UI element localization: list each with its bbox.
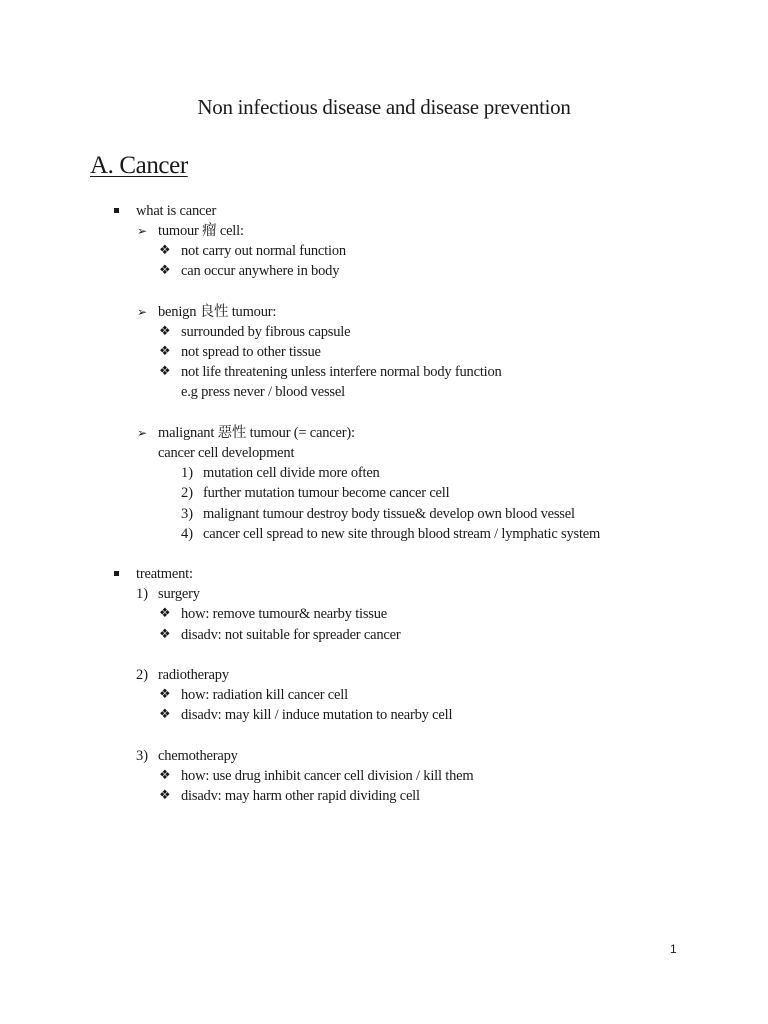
square-bullet-icon — [114, 571, 119, 576]
diamond-bullet-icon: ❖ — [159, 606, 171, 621]
benign-point: surrounded by fibrous capsule — [181, 324, 351, 340]
step-marker: 2) — [181, 485, 194, 501]
document-title: Non infectious disease and disease prevention — [197, 95, 571, 119]
diamond-bullet-icon: ❖ — [159, 788, 171, 803]
treatment-name: chemotherapy — [158, 748, 238, 764]
tumour-point: can occur anywhere in body — [181, 263, 340, 279]
treatment-marker: 1) — [136, 586, 149, 602]
step-marker: 1) — [181, 465, 194, 481]
treatment-name: surgery — [158, 586, 200, 602]
treatment-marker: 3) — [136, 748, 149, 764]
development-label: cancer cell development — [158, 445, 295, 461]
treatment-disadv: disadv: may kill / induce mutation to nearby cell — [181, 707, 453, 723]
development-step: further mutation tumour become cancer cell — [203, 485, 450, 501]
tumour-heading: tumour 瘤 cell: — [158, 223, 244, 239]
malignant-heading: malignant 惡性 tumour (= cancer): — [158, 425, 355, 441]
diamond-bullet-icon: ❖ — [159, 627, 171, 642]
bullet-treatment: treatment: — [136, 566, 193, 582]
development-step: cancer cell spread to new site through blood stream / lymphatic system — [203, 526, 601, 542]
arrowhead-bullet-icon: ➢ — [137, 224, 148, 238]
benign-example: e.g press never / blood vessel — [181, 384, 345, 400]
treatment-how: how: radiation kill cancer cell — [181, 687, 348, 703]
treatment-marker: 2) — [136, 667, 149, 683]
treatment-disadv: disadv: may harm other rapid dividing cell — [181, 788, 420, 804]
benign-point: not life threatening unless interfere normal body function — [181, 364, 502, 380]
treatment-disadv: disadv: not suitable for spreader cancer — [181, 627, 401, 643]
arrowhead-bullet-icon: ➢ — [137, 305, 148, 319]
tumour-point: not carry out normal function — [181, 243, 346, 259]
diamond-bullet-icon: ❖ — [159, 364, 171, 379]
diamond-bullet-icon: ❖ — [159, 707, 171, 722]
diamond-bullet-icon: ❖ — [159, 263, 171, 278]
benign-heading: benign 良性 tumour: — [158, 304, 277, 320]
step-marker: 3) — [181, 506, 194, 522]
treatment-name: radiotherapy — [158, 667, 229, 683]
section-heading: A. Cancer — [90, 152, 188, 179]
step-marker: 4) — [181, 526, 194, 542]
diamond-bullet-icon: ❖ — [159, 344, 171, 359]
treatment-how: how: remove tumour& nearby tissue — [181, 606, 388, 622]
bullet-what-is-cancer: what is cancer — [136, 203, 217, 219]
development-step: mutation cell divide more often — [203, 465, 380, 481]
treatment-how: how: use drug inhibit cancer cell division / kill them — [181, 768, 474, 784]
arrowhead-bullet-icon: ➢ — [137, 426, 148, 440]
square-bullet-icon — [114, 208, 119, 213]
benign-point: not spread to other tissue — [181, 344, 321, 360]
diamond-bullet-icon: ❖ — [159, 243, 171, 258]
diamond-bullet-icon: ❖ — [159, 324, 171, 339]
diamond-bullet-icon: ❖ — [159, 687, 171, 702]
development-step: malignant tumour destroy body tissue& develop own blood vessel — [203, 506, 575, 522]
diamond-bullet-icon: ❖ — [159, 768, 171, 783]
page-number: 1 — [670, 942, 677, 956]
